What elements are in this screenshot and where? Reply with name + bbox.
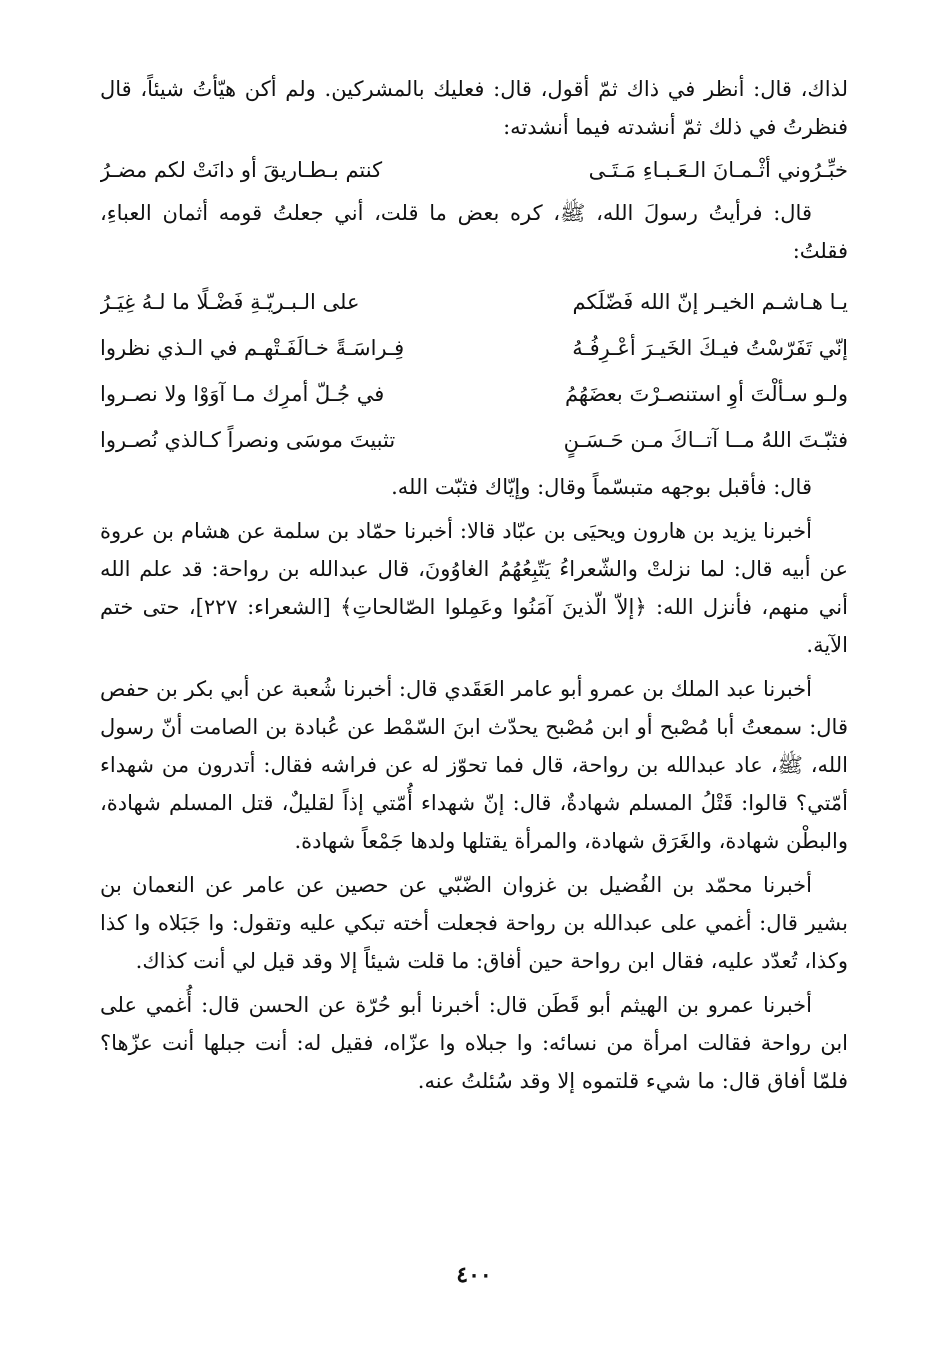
verse-line: [100, 418, 848, 462]
paragraph: أخبرنا يزيد بن هارون ويحيَى بن عبّاد قالا: أخبرنا حمّاد بن سلمة عن هشام بن عروة عن أبيه قال: لما نزلتْ والشّعراءُ يَتّبِعُهُمُ الغاوُونَ، قال عبدالله بن رواحة: قد علم الله أني منهم، فأنزل الله: ﴿إلاّ الّذينَ آمَنُوا وعَمِلوا الصّالحاتِ﴾ [الشعراء: ٢٢٧]، حتى ختم الآية.: [100, 519, 848, 657]
verse-second-hemistich: على الـبـريّـةِ فَضْـلًا ما لـهُ غِيَـرُ: [100, 290, 360, 314]
page-number: ٤٠٠: [456, 1262, 492, 1288]
verse-first-hemistich: فثبّـتَ اللهُ مــا آتــاكَ مـن حَـسَـنٍ: [563, 428, 848, 452]
paragraph: أخبرنا عبد الملك بن عمرو أبو عامر العَقَدي قال: أخبرنا شُعبة عن أبي بكر بن حفص قال: سمعتُ أبا مُصْبح أو ابن مُصْبح يحدّث ابنَ السّمْط عن عُبادة بن الصامت أنّ رسول الله، ﷺ، عاد عبدالله بن رواحة، قال فما تحوّز له عن فراشه فقال: أتدرون من شهداء أمّتي؟ قالوا: قَتْلُ المسلم شهادةٌ، قال: إنّ شهداء أُمّتي إذاً لقليلٌ، قتل المسلم شهادة، والبطْن شهادة، والغَرَق شهادة، والمرأة يقتلها ولدها جَمْعاً شهادة.: [100, 677, 848, 853]
poem: [100, 280, 848, 462]
verse-first-hemistich: يـا هـاشـم الخيـر إنّ الله فَضّلَكم: [572, 290, 848, 314]
verse-line: [100, 326, 848, 370]
paragraph: أخبرنا عمرو بن الهيثم أبو قَطَن قال: أخبرنا أبو حُرّة عن الحسن قال: أُغمي على ابن رواحة فقالت امرأة من نسائه: وا جبلاه وا عزّاه، فقيل له: أنت جبلها أنت عزّها؟ فلمّا أفاق قال: ما شيء قلتموه إلا وقد سُئلتُ عنه.: [100, 993, 848, 1093]
verse-first-hemistich: ولـو سـألْتَ أوِ استنصـرْتَ بعضَهُمُ: [564, 382, 848, 406]
verse-line: [100, 280, 848, 324]
verse-second-hemistich: فِـراسَـةً خـالَفَـتْهـم في الـذي نظروا: [100, 336, 405, 360]
verse-second-hemistich: تثبيتَ موسَى ونصراً كـالذي نُصـروا: [100, 428, 396, 452]
verse-line: [100, 148, 848, 192]
verse-second-hemistich: كنتم بـطـاريقَ أو دانَتْ لكم مضـرُ: [100, 158, 383, 182]
paragraph: أخبرنا محمّد بن الفُضيل بن غزوان الضّبّي عن حصين عن عامر عن النعمان بن بشير قال: أغمي على عبدالله بن رواحة فجعلت أخته تبكي عليه وتقول: وا جَبَلاه وا كذا وكذا، تُعدّد عليه، فقال ابن رواحة حين أفاق: ما قلت شيئاً إلا وقد قيل لي أنت كذاك.: [100, 873, 848, 973]
paragraph: قال: فأقبل بوجهه متبسّماً وقال: وإيّاك فثبّت الله.: [391, 475, 812, 499]
verse-first-hemistich: خبِّـرُوني أثْـمـانَ الـعَـبـاءِ مَـتَـى: [588, 158, 848, 182]
verse-second-hemistich: في جُـلّ أمرِك مـا آوَوْا ولا نصـروا: [100, 382, 385, 406]
intro-paragraph: لذاك، قال: أنظر في ذاك ثمّ أقول، قال: فعليك بالمشركين. ولم أكن هيّأتُ شيئاً، قال فنظرتُ في ذلك ثمّ أنشدته فيما أنشدته:: [100, 77, 848, 139]
verse-line: [100, 372, 848, 416]
paragraph: قال: فرأيتُ رسولَ الله، ﷺ، كره بعض ما قلت، أني جعلتُ قومه أثمان العباءِ، فقلتُ:: [100, 201, 848, 263]
verse-first-hemistich: إنّي تَفَرّسْتُ فيـكَ الخَيـرَ أعْـرِفُـهُ: [572, 336, 848, 360]
